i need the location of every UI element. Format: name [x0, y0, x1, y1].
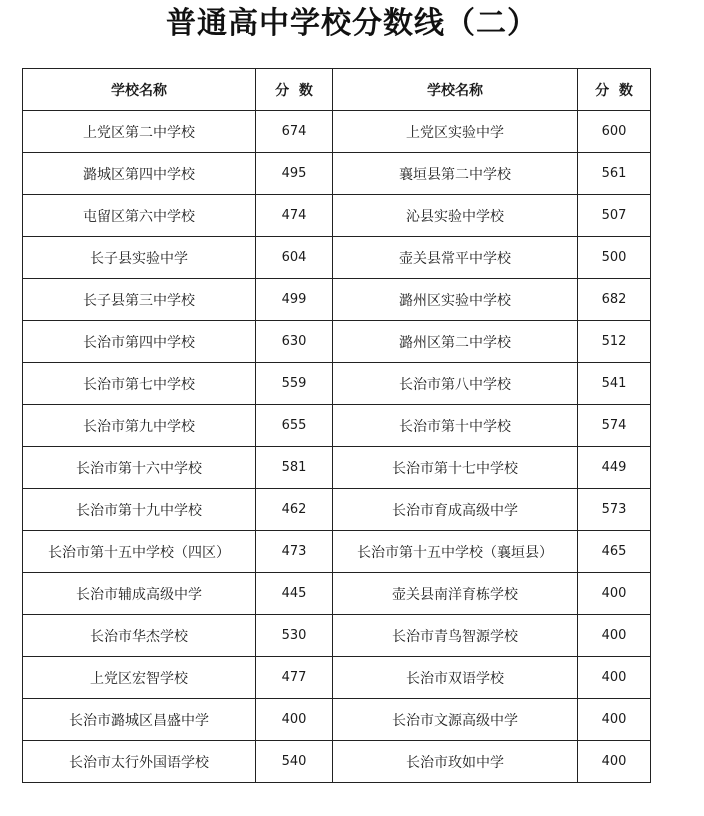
table-row [23, 111, 651, 153]
table-row [23, 573, 651, 615]
school-name-right-cell: 长治市文源高级中学 [333, 699, 578, 741]
score-right-cell: 541 [578, 363, 651, 405]
school-name-left-cell: 长治市华杰学校 [23, 615, 256, 657]
score-right-cell: 573 [578, 489, 651, 531]
score-left-cell: 630 [256, 321, 333, 363]
school-name-right-cell: 长治市双语学校 [333, 657, 578, 699]
school-name-left-cell: 潞城区第四中学校 [23, 153, 256, 195]
school-name-left-cell: 长治市第十九中学校 [23, 489, 256, 531]
table-body [23, 111, 651, 783]
school-name-left-cell: 上党区第二中学校 [23, 111, 256, 153]
score-left-cell: 581 [256, 447, 333, 489]
table-row [23, 741, 651, 783]
school-name-right-cell: 长治市玫如中学 [333, 741, 578, 783]
score-left-cell: 474 [256, 195, 333, 237]
score-left-cell: 530 [256, 615, 333, 657]
school-name-right-cell: 潞州区实验中学校 [333, 279, 578, 321]
school-name-right-cell: 长治市第十五中学校（襄垣县） [333, 531, 578, 573]
table-row [23, 699, 651, 741]
score-right-cell: 600 [578, 111, 651, 153]
school-name-left-cell: 长治市第九中学校 [23, 405, 256, 447]
score-right-cell: 682 [578, 279, 651, 321]
score-right-cell: 465 [578, 531, 651, 573]
table-row [23, 195, 651, 237]
school-name-right-cell: 长治市第十中学校 [333, 405, 578, 447]
score-right-cell: 400 [578, 657, 651, 699]
table-row [23, 657, 651, 699]
table-header-row [23, 69, 651, 111]
table-row [23, 531, 651, 573]
school-name-left-cell: 长治市第十五中学校（四区） [23, 531, 256, 573]
score-right-cell: 574 [578, 405, 651, 447]
score-left-cell: 445 [256, 573, 333, 615]
school-name-right-cell: 沁县实验中学校 [333, 195, 578, 237]
score-left-cell: 499 [256, 279, 333, 321]
table-row [23, 363, 651, 405]
score-left-cell: 604 [256, 237, 333, 279]
table-row [23, 447, 651, 489]
score-right-cell: 512 [578, 321, 651, 363]
score-left-cell: 477 [256, 657, 333, 699]
score-right-cell: 400 [578, 699, 651, 741]
school-name-right-cell: 壶关县南洋育栋学校 [333, 573, 578, 615]
school-name-left-cell: 屯留区第六中学校 [23, 195, 256, 237]
table-row [23, 405, 651, 447]
school-name-right-cell: 壶关县常平中学校 [333, 237, 578, 279]
school-name-left-cell: 长子县实验中学 [23, 237, 256, 279]
table-row [23, 321, 651, 363]
header-school-name-right: 学校名称 [333, 69, 578, 111]
school-name-right-cell: 长治市青鸟智源学校 [333, 615, 578, 657]
score-right-cell: 400 [578, 615, 651, 657]
school-name-left-cell: 长治市太行外国语学校 [23, 741, 256, 783]
table-row [23, 615, 651, 657]
school-name-left-cell: 上党区宏智学校 [23, 657, 256, 699]
school-name-right-cell: 长治市第十七中学校 [333, 447, 578, 489]
school-name-left-cell: 长治市第十六中学校 [23, 447, 256, 489]
score-right-cell: 500 [578, 237, 651, 279]
table-row [23, 153, 651, 195]
school-name-left-cell: 长子县第三中学校 [23, 279, 256, 321]
score-left-cell: 655 [256, 405, 333, 447]
score-left-cell: 462 [256, 489, 333, 531]
score-left-cell: 540 [256, 741, 333, 783]
header-score-right: 分 数 [578, 69, 651, 111]
score-left-cell: 559 [256, 363, 333, 405]
score-right-cell: 400 [578, 741, 651, 783]
page-title: 普通高中学校分数线（二） [166, 6, 538, 41]
table-row [23, 237, 651, 279]
school-name-right-cell: 长治市第八中学校 [333, 363, 578, 405]
score-left-cell: 674 [256, 111, 333, 153]
table-row [23, 489, 651, 531]
score-right-cell: 400 [578, 573, 651, 615]
score-left-cell: 400 [256, 699, 333, 741]
school-name-left-cell: 长治市第七中学校 [23, 363, 256, 405]
score-right-cell: 507 [578, 195, 651, 237]
score-left-cell: 495 [256, 153, 333, 195]
school-name-right-cell: 潞州区第二中学校 [333, 321, 578, 363]
school-name-left-cell: 长治市潞城区昌盛中学 [23, 699, 256, 741]
school-name-left-cell: 长治市第四中学校 [23, 321, 256, 363]
score-right-cell: 561 [578, 153, 651, 195]
header-score-left: 分 数 [256, 69, 333, 111]
score-left-cell: 473 [256, 531, 333, 573]
score-right-cell: 449 [578, 447, 651, 489]
score-table [22, 68, 651, 783]
school-name-right-cell: 襄垣县第二中学校 [333, 153, 578, 195]
header-school-name-left: 学校名称 [23, 69, 256, 111]
school-name-left-cell: 长治市辅成高级中学 [23, 573, 256, 615]
school-name-right-cell: 上党区实验中学 [333, 111, 578, 153]
table-row [23, 279, 651, 321]
school-name-right-cell: 长治市育成高级中学 [333, 489, 578, 531]
